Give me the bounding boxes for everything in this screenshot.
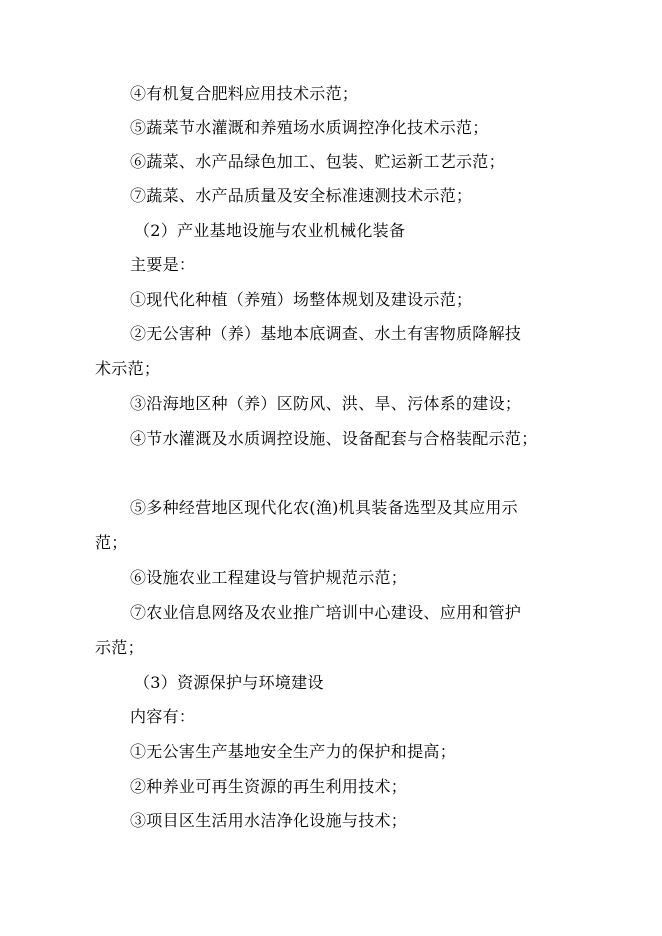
text-line-9: 术示范；	[95, 359, 161, 378]
text-line-11: ④节水灌溉及水质调控设施、设备配套与合格装配示范；	[130, 429, 538, 448]
text-line-14: ⑥设施农业工程建设与管护规范示范；	[130, 568, 408, 587]
text-line-20: ②种养业可再生资源的再生利用技术；	[130, 777, 408, 796]
text-line-7: ①现代化种植（养殖）场整体规划及建设示范；	[130, 290, 473, 309]
text-line-21: ③项目区生活用水洁净化设施与技术；	[130, 811, 408, 830]
text-line-1: ④有机复合肥料应用技术示范；	[130, 84, 359, 103]
text-line-4: ⑦蔬菜、水产品质量及安全标准速测技术示范；	[130, 186, 473, 205]
text-line-13: 范；	[95, 533, 128, 552]
text-line-19: ①无公害生产基地安全生产力的保护和提高；	[130, 742, 457, 761]
text-line-18: 内容有：	[130, 707, 196, 726]
section-heading-3: （3）资源保护与环境建设	[134, 673, 324, 692]
text-line-2: ⑤蔬菜节水灌溉和养殖场水质调控净化技术示范；	[130, 118, 489, 137]
text-line-16: 示范；	[95, 638, 144, 657]
text-line-12: ⑤多种经营地区现代化农(渔)机具装备选型及其应用示	[130, 498, 518, 517]
text-line-3: ⑥蔬菜、水产品绿色加工、包装、贮运新工艺示范；	[130, 152, 505, 171]
section-heading-2: （2）产业基地设施与农业机械化装备	[134, 221, 406, 240]
text-line-15: ⑦农业信息网络及农业推广培训中心建设、应用和管护	[130, 603, 522, 622]
text-line-8: ②无公害种（养）基地本底调查、水土有害物质降解技	[130, 324, 522, 343]
text-line-10: ③沿海地区种（养）区防风、洪、旱、污体系的建设；	[130, 394, 522, 413]
text-line-6: 主要是：	[130, 255, 196, 274]
